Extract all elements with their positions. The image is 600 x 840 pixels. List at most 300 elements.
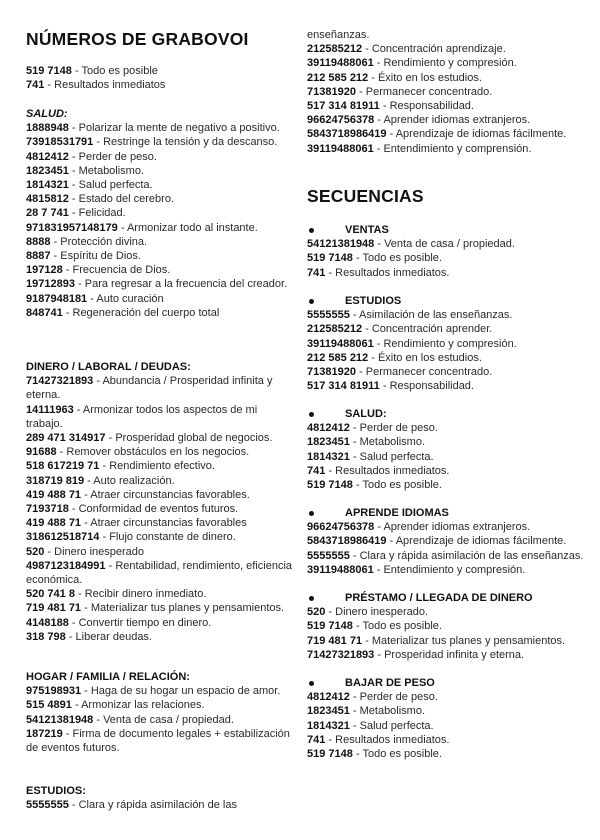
list-item <box>307 379 592 393</box>
separator: - <box>74 278 85 291</box>
code-number: 975198931 <box>26 685 82 698</box>
section-heading-dinero: DINERO / LABORAL / DEUDAS: <box>26 361 191 373</box>
code-description: Todo es posible <box>81 65 158 77</box>
code-number: 96624756378 <box>307 521 375 534</box>
group-heading <box>307 223 592 237</box>
separator: - <box>68 164 79 177</box>
list-item <box>307 322 592 336</box>
group-heading <box>307 676 592 690</box>
code-number: 519 7148 <box>26 65 72 77</box>
list-item <box>307 251 592 265</box>
group-prestamo <box>307 591 592 662</box>
separator: - <box>62 264 73 277</box>
secuencias-title: SECUENCIAS <box>307 186 424 206</box>
code-number: 971831957148179 <box>26 221 118 234</box>
list-item <box>26 78 296 92</box>
dinero-list <box>26 374 296 644</box>
code-description: Responsabilidad. <box>389 100 474 113</box>
group-heading-label: PRÉSTAMO / LLEGADA DE DINERO <box>345 592 533 604</box>
salud-list <box>26 121 296 320</box>
list-item <box>26 587 296 601</box>
separator: - <box>379 100 390 113</box>
separator: - <box>117 221 127 234</box>
separator: - <box>65 630 76 643</box>
group-bajar-de-peso <box>307 676 592 761</box>
code-number: 719 481 71 <box>26 602 82 615</box>
continuation-text: enseñanzas. <box>307 29 370 41</box>
list-item <box>26 530 296 544</box>
code-description: Armonizar todo al instante. <box>126 221 258 234</box>
code-number: 1814321 <box>26 179 69 191</box>
list-item <box>307 719 592 733</box>
code-number: 4812412 <box>307 422 350 435</box>
code-number: 91688 <box>26 446 57 459</box>
code-number: 187219 <box>26 727 63 740</box>
code-description: Resultados inmediatos. <box>335 464 450 477</box>
code-description: Estado del cerebro. <box>78 193 174 206</box>
intro-list <box>26 64 296 92</box>
group-estudios <box>307 294 592 393</box>
code-description: Prosperidad infinita y eterna. <box>384 648 525 661</box>
list-item <box>26 121 296 135</box>
code-description: Dinero inesperado <box>54 545 145 558</box>
code-number: 212 585 212 <box>307 71 369 84</box>
list-item <box>26 221 296 235</box>
code-number: 1823451 <box>307 705 350 718</box>
code-description: Metabolismo. <box>78 164 145 177</box>
code-number: 519 7148 <box>307 479 353 491</box>
code-number: 520 741 8 <box>26 588 75 601</box>
list-item <box>26 249 296 263</box>
code-description: Responsabilidad. <box>389 380 474 393</box>
code-description: Conformidad de eventos futuros. <box>78 503 239 516</box>
code-description: Armonizar todos los aspectos de mi trabajo. <box>26 403 258 430</box>
group-list <box>307 237 592 280</box>
separator: - <box>349 436 360 449</box>
list-item <box>307 421 592 435</box>
code-description: Entendimiento y comprensión. <box>383 142 532 155</box>
code-number: 8888 <box>26 235 51 248</box>
separator: - <box>362 323 372 336</box>
code-number: 54121381948 <box>307 238 375 251</box>
group-heading <box>307 294 592 308</box>
code-number: 4815812 <box>26 193 69 206</box>
separator: - <box>349 309 359 322</box>
code-description: Resultados inmediatos. <box>335 266 450 279</box>
code-description: Todo es posible. <box>362 748 442 760</box>
code-description: Rendimiento y compresión. <box>383 337 517 350</box>
group-list <box>307 421 592 492</box>
group-heading <box>307 506 592 520</box>
code-description: Convertir tiempo en dinero. <box>78 616 212 629</box>
group-salud <box>307 407 592 492</box>
code-number: 212 585 212 <box>307 351 369 364</box>
code-number: 212585212 <box>307 43 363 56</box>
code-description: Resultados inmediatos <box>54 79 166 92</box>
code-number: 741 <box>26 79 45 92</box>
bullet-icon <box>309 511 314 516</box>
code-description: Rendimiento efectivo. <box>109 460 215 473</box>
separator: - <box>374 521 384 534</box>
code-description: Prosperidad global de negocios. <box>115 432 273 444</box>
separator: - <box>81 685 91 698</box>
separator: - <box>44 545 55 558</box>
code-description: Resultados inmediatos. <box>335 733 450 746</box>
code-description: Recibir dinero inmediato. <box>84 588 207 601</box>
code-number: 318 798 <box>26 630 66 643</box>
code-description: Frecuencia de Dios. <box>72 264 171 277</box>
code-number: 4987123184991 <box>26 559 106 572</box>
code-number: 517 314 81911 <box>307 380 380 393</box>
bullet-icon <box>309 596 314 601</box>
list-item <box>26 445 296 459</box>
code-description: Aprendizaje de idiomas fácilmente. <box>395 128 567 141</box>
code-description: Para regresar a la frecuencia del creador. <box>84 278 288 291</box>
separator: - <box>93 136 104 149</box>
separator: - <box>325 606 336 619</box>
list-item <box>307 56 592 70</box>
group-heading-label: SALUD: <box>345 408 387 420</box>
code-number: 39119488061 <box>307 142 374 155</box>
separator: - <box>87 292 97 305</box>
separator: - <box>374 238 385 251</box>
list-item <box>26 616 296 630</box>
list-item <box>307 237 592 251</box>
separator: - <box>71 699 82 712</box>
code-description: Regeneración del cuerpo total <box>72 306 220 319</box>
separator: - <box>81 602 91 615</box>
separator: - <box>352 748 363 760</box>
code-number: 4148188 <box>26 616 69 629</box>
code-description: Perder de peso. <box>78 150 157 163</box>
list-item <box>307 71 592 85</box>
list-item <box>307 85 592 99</box>
list-item <box>307 127 592 141</box>
separator: - <box>56 446 67 459</box>
code-description: Todo es posible. <box>362 479 442 491</box>
code-number: 1814321 <box>307 450 350 463</box>
separator: - <box>349 422 360 435</box>
code-number: 19712893 <box>26 278 75 291</box>
separator: - <box>362 634 372 647</box>
group-list <box>307 605 592 662</box>
separator: - <box>349 691 360 704</box>
code-number: 5555555 <box>26 799 69 812</box>
code-number: 1823451 <box>307 436 350 449</box>
code-number: 71381920 <box>307 85 356 98</box>
separator: - <box>374 114 384 127</box>
list-item <box>26 459 296 473</box>
list-item <box>26 516 296 530</box>
list-item <box>307 435 592 449</box>
list-item <box>26 135 296 149</box>
section-dinero <box>26 360 296 644</box>
code-description: Concentración aprender. <box>371 323 493 336</box>
separator: - <box>368 351 378 364</box>
code-number: 419 488 71 <box>26 488 82 501</box>
list-item <box>26 374 296 402</box>
code-description: Éxito en los estudios. <box>377 351 482 364</box>
code-number: 39119488061 <box>307 563 374 576</box>
list-item <box>26 559 296 587</box>
list-item <box>26 263 296 277</box>
code-number: 14111963 <box>26 403 74 416</box>
code-description: Flujo constante de dinero. <box>109 531 236 544</box>
list-item <box>26 798 296 812</box>
code-number: 212585212 <box>307 323 363 336</box>
code-description: Materializar tus planes y pensamientos. <box>371 634 566 647</box>
separator: - <box>352 252 363 265</box>
list-item <box>26 277 296 291</box>
separator: - <box>93 375 103 388</box>
separator: - <box>373 142 384 155</box>
code-description: Metabolismo. <box>359 436 426 449</box>
code-number: 7193718 <box>26 503 69 516</box>
separator: - <box>93 713 104 726</box>
code-number: 5555555 <box>307 309 350 322</box>
code-number: 54121381948 <box>26 713 94 726</box>
list-item <box>26 727 296 755</box>
code-number: 741 <box>307 733 326 746</box>
code-number: 520 <box>307 606 326 619</box>
code-number: 1888948 <box>26 122 69 135</box>
code-description: Concentración aprendizaje. <box>371 43 506 56</box>
separator: - <box>362 43 372 56</box>
separator: - <box>68 207 79 220</box>
separator: - <box>386 535 396 548</box>
list-item <box>307 478 592 492</box>
code-description: Permanecer concentrado. <box>365 85 493 98</box>
list-item <box>307 42 592 56</box>
code-description: Polarizar la mente de negativo a positivo. <box>78 122 280 135</box>
code-number: 519 7148 <box>307 748 353 760</box>
list-item <box>307 747 592 761</box>
list-item <box>26 235 296 249</box>
list-item <box>26 630 296 644</box>
code-description: Permanecer concentrado. <box>365 366 493 378</box>
code-number: 848741 <box>26 306 63 319</box>
code-number: 518 617219 71 <box>26 460 100 473</box>
section-salud <box>26 107 296 320</box>
list-item <box>307 619 592 633</box>
code-number: 419 488 71 <box>26 517 82 530</box>
list-item <box>307 733 592 747</box>
code-description: Felicidad. <box>78 207 126 220</box>
code-description: Rentabilidad, rendimiento, eficiencia económica. <box>26 559 293 587</box>
list-item <box>307 142 592 156</box>
code-description: Auto curación <box>96 292 164 305</box>
separator: - <box>355 366 366 378</box>
code-description: Aprendizaje de idiomas fácilmente. <box>395 535 567 548</box>
code-description: Aprender idiomas extranjeros. <box>383 114 531 127</box>
code-description: Todo es posible. <box>362 252 442 265</box>
code-number: 318612518714 <box>26 531 100 544</box>
separator: - <box>68 122 79 135</box>
separator: - <box>68 179 79 191</box>
separator: - <box>355 85 366 98</box>
code-description: Dinero inesperado. <box>335 606 429 619</box>
code-number: 318719 819 <box>26 474 85 487</box>
section-estudios <box>26 784 296 812</box>
list-item <box>26 164 296 178</box>
code-number: 4812412 <box>307 691 350 704</box>
code-description: Materializar tus planes y pensamientos. <box>90 602 285 615</box>
list-item <box>307 704 592 718</box>
list-item <box>26 292 296 306</box>
section-heading-hogar: HOGAR / FAMILIA / RELACIÓN: <box>26 671 190 683</box>
code-description: Haga de su hogar un espacio de amor. <box>90 685 281 698</box>
code-description: Salud perfecta. <box>359 450 434 463</box>
bullet-icon <box>309 299 314 304</box>
code-description: Armonizar las relaciones. <box>81 699 205 712</box>
code-description: Remover obstáculos en los negocios. <box>66 446 250 459</box>
page-title: NÚMEROS DE GRABOVOI <box>26 29 249 49</box>
code-number: 39119488061 <box>307 57 374 70</box>
list-item <box>26 64 296 78</box>
list-item <box>307 534 592 548</box>
list-item <box>26 488 296 502</box>
code-description: Atraer circunstancias favorables. <box>90 488 250 501</box>
bullet-icon <box>309 412 314 417</box>
group-ventas <box>307 223 592 280</box>
separator: - <box>68 616 79 629</box>
code-description: Firma de documento legales + estabilización de eventos futuros. <box>26 727 290 754</box>
code-description: Protección divina. <box>60 235 148 248</box>
separator: - <box>68 193 79 206</box>
code-number: 28 7 741 <box>26 207 69 220</box>
code-description: Salud perfecta. <box>78 179 153 191</box>
list-item <box>307 113 592 127</box>
separator: - <box>105 559 116 572</box>
list-item <box>307 520 592 534</box>
code-number: 96624756378 <box>307 114 375 127</box>
separator: - <box>352 620 363 633</box>
code-description: Espíritu de Dios. <box>60 250 141 263</box>
separator: - <box>99 460 110 473</box>
code-number: 515 4891 <box>26 699 72 712</box>
separator: - <box>386 128 396 141</box>
code-description: Asimilación de las enseñanzas. <box>359 309 513 322</box>
code-number: 71381920 <box>307 366 356 378</box>
code-description: Atraer circunstancias favorables <box>90 517 247 530</box>
list-item <box>307 308 592 322</box>
code-description: Clara y rápida asimilación de las enseñanzas. <box>359 549 584 562</box>
code-number: 197128 <box>26 264 63 277</box>
code-description: Aprender idiomas extranjeros. <box>383 521 531 534</box>
code-description: Abundancia / Prosperidad infinita y eterna. <box>26 375 273 402</box>
code-number: 39119488061 <box>307 337 374 350</box>
code-description: Salud perfecta. <box>359 719 434 732</box>
code-description: Perder de peso. <box>359 422 438 435</box>
code-number: 741 <box>307 464 326 477</box>
separator: - <box>379 380 390 393</box>
list-item <box>307 605 592 619</box>
list-item <box>307 464 592 478</box>
group-heading-label: APRENDE IDIOMAS <box>345 507 449 519</box>
code-number: 5843718986419 <box>307 128 387 141</box>
separator: - <box>50 250 61 263</box>
code-description: Clara y rápida asimilación de las <box>78 799 237 812</box>
list-item <box>26 713 296 727</box>
code-number: 71427321893 <box>307 648 375 661</box>
list-item <box>307 634 592 648</box>
list-item <box>307 450 592 464</box>
list-item <box>26 178 296 192</box>
separator: - <box>368 71 378 84</box>
separator: - <box>74 588 85 601</box>
group-heading-label: VENTAS <box>345 224 389 236</box>
code-description: Todo es posible. <box>362 620 442 633</box>
code-number: 4812412 <box>26 150 69 163</box>
code-number: 5843718986419 <box>307 535 387 548</box>
group-heading-label: ESTUDIOS <box>345 295 402 307</box>
list-item <box>307 266 592 280</box>
separator: - <box>68 799 79 812</box>
code-description: Entendimiento y compresión. <box>383 563 526 576</box>
separator: - <box>349 705 360 718</box>
hogar-list <box>26 684 296 755</box>
code-description: Perder de peso. <box>359 691 438 704</box>
code-number: 9187948181 <box>26 292 88 305</box>
separator: - <box>105 432 116 444</box>
code-number: 8887 <box>26 250 51 263</box>
section-hogar <box>26 670 296 755</box>
separator: - <box>373 57 384 70</box>
list-item <box>26 698 296 712</box>
list-item <box>26 601 296 615</box>
separator: - <box>349 450 360 463</box>
group-heading-label: BAJAR DE PESO <box>345 677 435 689</box>
separator: - <box>373 563 384 576</box>
list-item <box>307 351 592 365</box>
separator: - <box>349 549 360 562</box>
code-number: 1814321 <box>307 719 350 732</box>
separator: - <box>81 517 91 530</box>
code-description: Rendimiento y compresión. <box>383 57 517 70</box>
separator: - <box>68 503 79 516</box>
list-item <box>307 690 592 704</box>
separator: - <box>62 727 73 740</box>
code-number: 289 471 314917 <box>26 432 106 444</box>
separator: - <box>325 266 336 279</box>
separator: - <box>81 488 91 501</box>
section-heading-estudios: ESTUDIOS: <box>26 785 86 797</box>
code-description: Venta de casa / propiedad. <box>384 238 515 251</box>
code-number: 1823451 <box>26 164 69 177</box>
separator: - <box>325 464 336 477</box>
list-item <box>26 502 296 516</box>
group-list <box>307 308 592 393</box>
group-list <box>307 520 592 577</box>
separator: - <box>62 306 73 319</box>
group-aprende-idiomas <box>307 506 592 577</box>
list-item <box>26 403 296 431</box>
separator: - <box>349 719 360 732</box>
group-heading <box>307 591 592 605</box>
code-description: Liberar deudas. <box>75 630 152 643</box>
list-item <box>26 306 296 320</box>
code-number: 519 7148 <box>307 620 353 633</box>
list-item <box>307 365 592 379</box>
separator: - <box>71 65 82 77</box>
code-number: 741 <box>307 266 326 279</box>
code-description: Restringe la tensión y da descanso. <box>103 136 278 149</box>
code-description: Venta de casa / propiedad. <box>103 713 234 726</box>
list-item <box>26 192 296 206</box>
estudios-list-right <box>307 42 592 156</box>
separator: - <box>50 235 61 248</box>
separator: - <box>84 474 94 487</box>
